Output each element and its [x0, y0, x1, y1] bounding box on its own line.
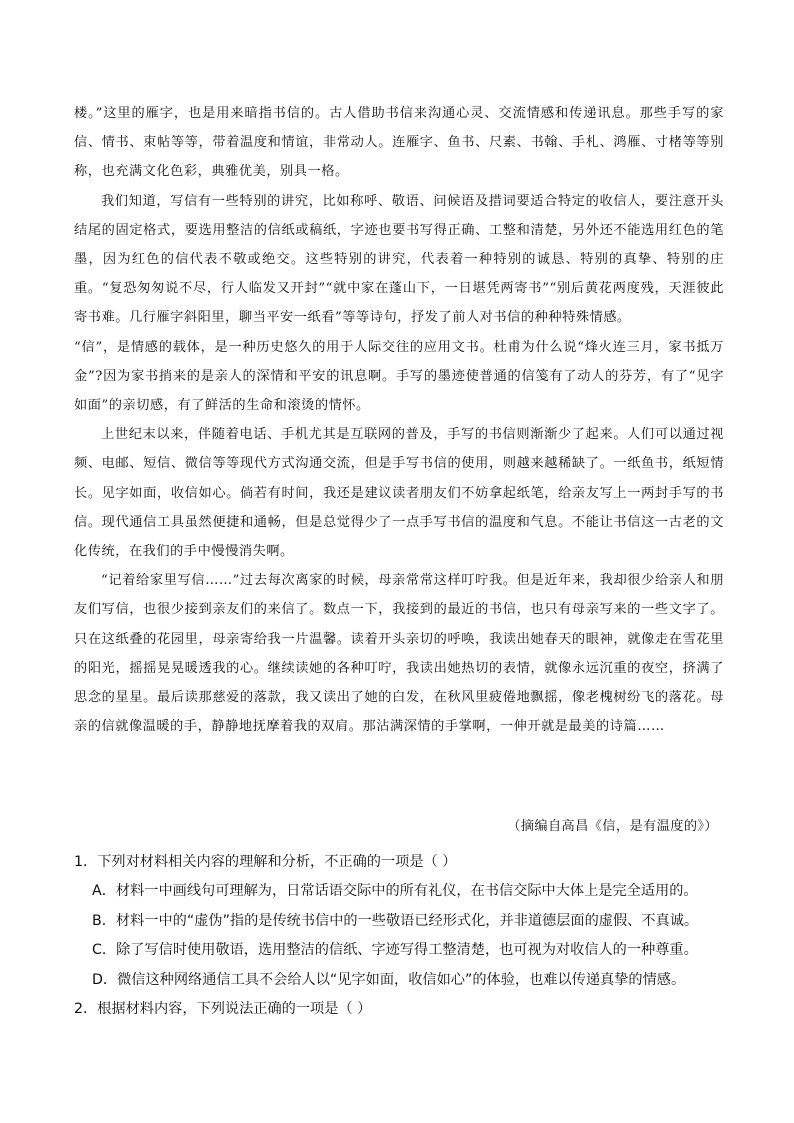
- passage-paragraph-3: “信”，是情感的载体，是一种历史悠久的用于人际交往的应用文书。杜甫为什么说“烽火连三月，家书抵万金”?因为家书捎来的是亲人的深情和平安的讯息啊。手写的墨迹使普通的信笺有了动人的芬芳，有了“见字如面”的亲切感，有了鲜活的生命和滚烫的情怀。: [74, 339, 724, 414]
- passage-paragraph-2: 我们知道，写信有一些特别的讲究，比如称呼、敬语、问候语及措词要适合特定的收信人，要注意开头结尾的固定格式，要选用整洁的信纸或稿纸，字迹也要书写得正确、工整和清楚，另外还不能选用红色的笔墨，因为红色的信代表不敬或绝交。这些特别的讲究，代表着一种特别的诚恳、特别的真挚、特别的庄重。“复恐匆匆说不尽，行人临发又开封”“就中家在蓬山下，一日堪凭两寄书”“别后黄花两度残，天涯彼此寄书难。几行雁字斜阳里，聊当平安一纸看”等等诗句，抒发了前人对书信的种种特殊情感。: [74, 193, 724, 326]
- question-section: [74, 848, 724, 1024]
- passage-paragraph-1: 楼。”这里的雁字，也是用来暗指书信的。古人借助书信来沟通心灵、交流情感和传递讯息。那些手写的家信、情书、束帖等等，带着温度和情谊，非常动人。连雁字、鱼书、尺素、书翰、手札、鸿雁、寸楮等等别称，也充满文化色彩，典雅优美，别具一格。: [74, 106, 724, 180]
- question-1: [74, 848, 724, 995]
- question-1-option-c[interactable]: C．除了写信时使用敬语，选用整洁的信纸、字迹写得工整清楚，也可视为对收信人的一种尊重。: [92, 942, 698, 959]
- question-1-option-b[interactable]: B．材料一中的“虚伪”指的是传统书信中的一些敬语已经形式化，并非道德层面的虚假、不真诚。: [92, 912, 699, 929]
- reading-passage: [74, 99, 724, 741]
- source-citation: （摘编自高昌《信，是有温度的》）: [507, 819, 718, 834]
- question-2-stem: 2．根据材料内容，下列说法正确的一项是（ ）: [74, 1001, 372, 1018]
- question-1-stem: 1．下列对材料相关内容的理解和分析，不正确的一项是（ ）: [74, 854, 457, 870]
- passage-paragraph-5: “记着给家里写信……”过去每次离家的时候，母亲常常这样叮咛我。但是近年来，我却很少给亲人和朋友们写信，也很少接到亲友们的来信了。数点一下，我接到的最近的书信，也只有母亲写来的一些文字了。只在这纸叠的花园里，母亲寄给我一片温馨。读着开头亲切的呼唤，我读出她春天的眼神，就像走在雪花里的阳光，摇摇晃晃暖透我的心。继续读她的各种叮咛，我读出她热切的表情，就像永远沉重的夜空，挤满了思念的星星。最后读那慈爱的落款，我又读出了她的白发，在秋风里疲倦地飘摇，像老槐树纷飞的落花。母亲的信就像温暖的手，静静地抚摩着我的双肩。那沾满深情的手掌啊，一伸开就是最美的诗篇……: [74, 573, 724, 735]
- document-page: [74, 0, 724, 1123]
- question-1-option-d[interactable]: D．微信这种网络通信工具不会给人以“见字如面，收信如心”的体验，也难以传递真挚的情感。: [92, 971, 686, 988]
- question-1-option-a[interactable]: A．材料一中画线句可理解为，日常话语交际中的所有礼仪，在书信交际中大体上是完全适用的。: [92, 883, 698, 900]
- passage-paragraph-4: 上世纪末以来，伴随着电话、手机尤其是互联网的普及，手写的书信则渐渐少了起来。人们可以通过视频、电邮、短信、微信等等现代方式沟通交流，但是手写书信的使用，则越来越稀缺了。一纸鱼书，纸短情长。见字如面，收信如心。倘若有时间，我还是建议读者朋友们不妨拿起纸笔，给亲友写上一两封手写的书信。现代通信工具虽然便捷和通畅，但是总觉得少了一点手写书信的温度和气息。不能让书信这一古老的文化传统，在我们的手中慢慢消失啊。: [74, 427, 724, 560]
- question-2: [74, 995, 724, 1024]
